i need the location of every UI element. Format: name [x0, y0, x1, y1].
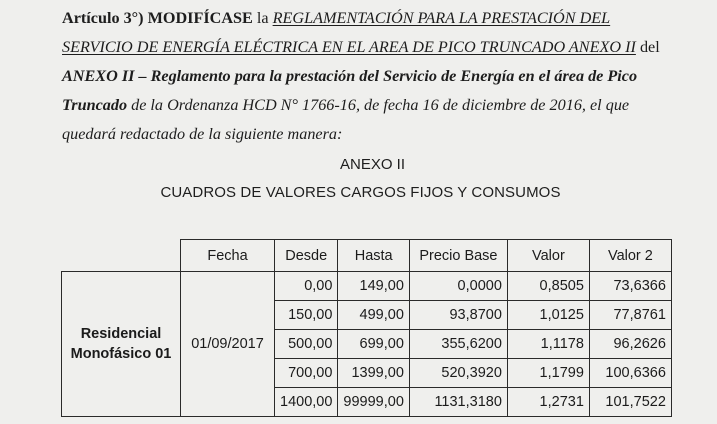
- valor-cell: 0,8505: [507, 272, 589, 301]
- valor-cell: 1,1178: [507, 330, 589, 359]
- valor-2-cell: 101,7522: [589, 388, 671, 417]
- header-fecha: Fecha: [181, 240, 275, 272]
- valor-cell: 1,1799: [507, 359, 589, 388]
- article-la: la: [256, 9, 269, 27]
- hasta-cell: 149,00: [338, 272, 409, 301]
- annex-heading: ANEXO II: [339, 156, 406, 173]
- category-line-2: Monofásico 01: [70, 346, 172, 362]
- precio-base-cell: 355,6200: [409, 330, 507, 359]
- annex-title-bold: ANEXO II – Reglamento para la prestación del Servicio de Energía en el área de Pico: [62, 67, 638, 85]
- valor-2-cell: 77,8761: [589, 301, 671, 330]
- header-valor: Valor: [507, 240, 589, 272]
- date-cell: 01/09/2017: [181, 272, 275, 417]
- header-precio-base: Precio Base: [409, 240, 507, 272]
- article-paragraph: [62, 4, 702, 149]
- hasta-cell: 699,00: [338, 330, 409, 359]
- precio-base-cell: 0,0000: [409, 272, 507, 301]
- paragraph-line-3: [62, 62, 702, 91]
- article-del: del: [639, 38, 660, 56]
- desde-cell: 700,00: [275, 359, 338, 388]
- paragraph-line-2: [62, 33, 702, 62]
- paragraph-line-1: [62, 4, 702, 33]
- desde-cell: 150,00: [275, 301, 338, 330]
- desde-cell: 1400,00: [275, 388, 338, 417]
- header-desde: Desde: [275, 240, 338, 272]
- closing-text: quedará redactado de la siguiente manera:: [62, 125, 343, 143]
- paragraph-line-4: [62, 91, 702, 120]
- tariff-table: [61, 239, 672, 417]
- category-line-1: Residencial: [80, 326, 162, 342]
- table-header-row: [62, 240, 672, 272]
- modificase-word: MODIFÍCASE: [147, 9, 253, 27]
- precio-base-cell: 520,3920: [409, 359, 507, 388]
- regulation-reference-1: REGLAMENTACIÓN PARA LA PRESTACIÓN DEL: [272, 9, 611, 27]
- table-row: [62, 272, 672, 301]
- article-label: Artículo 3°): [62, 9, 144, 27]
- hasta-cell: 1399,00: [338, 359, 409, 388]
- paragraph-line-5: [62, 120, 702, 149]
- valor-cell: 1,2731: [507, 388, 589, 417]
- valor-2-cell: 100,6366: [589, 359, 671, 388]
- regulation-reference-2: SERVICIO DE ENERGÍA ELÉCTRICA EN EL AREA DE PICO TRUNCADO ANEXO II: [62, 38, 636, 56]
- desde-cell: 500,00: [275, 330, 338, 359]
- precio-base-cell: 93,8700: [409, 301, 507, 330]
- desde-cell: 0,00: [275, 272, 338, 301]
- ordinance-text: de la Ordenanza HCD N° 1766-16, de fecha 16 de diciembre de 2016, el que: [131, 96, 630, 114]
- precio-base-cell: 1131,3180: [409, 388, 507, 417]
- empty-corner-cell: [62, 240, 181, 272]
- table-subtitle: CUADROS DE VALORES CARGOS FIJOS Y CONSUMOS: [160, 184, 561, 201]
- valor-2-cell: 73,6366: [589, 272, 671, 301]
- truncado-bold: Truncado: [62, 96, 128, 114]
- valor-cell: 1,0125: [507, 301, 589, 330]
- header-valor-2: Valor 2: [589, 240, 671, 272]
- valor-2-cell: 96,2626: [589, 330, 671, 359]
- header-hasta: Hasta: [338, 240, 409, 272]
- category-cell: [62, 272, 181, 417]
- hasta-cell: 499,00: [338, 301, 409, 330]
- hasta-cell: 99999,00: [338, 388, 409, 417]
